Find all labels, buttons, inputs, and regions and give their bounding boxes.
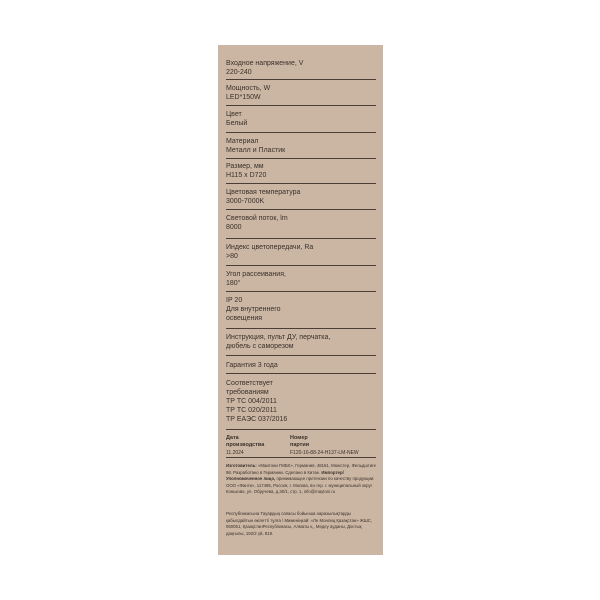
spec-value: 3000-7000K [226,198,265,205]
batch-number-label: Номер [290,435,308,441]
spec-label: Цветовая температура [226,189,301,196]
divider [226,429,376,430]
product-label [218,45,383,555]
spec-value: >80 [226,253,238,260]
spec-voltage [226,59,376,77]
spec-material [226,137,376,155]
spec-value: ТР ТС 020/2011 [226,407,277,414]
spec-ip-rating [226,296,376,323]
spec-label: IP 20 [226,297,243,304]
divider [226,355,376,356]
production-date-label: Дата [226,435,239,441]
manufacturer-text: «Маитони ГМБХ», Германия, 48161, Мюнстер, Фельдштиге 98. Разработано в Германии. Сделано в Китае. [226,463,377,475]
manufacturer-info [226,463,378,496]
divider [226,209,376,210]
divider [226,265,376,266]
spec-value: дюбель с саморезом [226,343,294,350]
spec-label: Инструкция, пульт ДУ, перчатка, [226,334,331,341]
divider [226,291,376,292]
spec-value: требованиям [226,389,269,396]
spec-label: Материал [226,138,259,145]
spec-compliance [226,379,376,424]
manufacturer-label: Изготовитель: [226,463,257,468]
production-date-label: производства [226,441,265,448]
divider [226,238,376,239]
spec-value: H115 x D720 [226,172,267,179]
spec-value: освещения [226,315,263,322]
spec-label: Световой поток, lm [226,215,288,222]
spec-value: Для внутреннего [226,306,281,313]
spec-value: 8000 [226,224,242,231]
spec-value: 180° [226,280,241,287]
spec-label: Цвет [226,111,242,118]
importer-text: принимающее претензии по качеству продукции: ООО «Фанти», 117485, Россия, г. Москва, вн.тер. г. муниципальный округ Коньково, ул. Обручева, д.30/1, стр. 1, info@maytoni.ru [226,476,375,495]
spec-beam-angle [226,270,376,288]
spec-label: Индекс цветопередачи, Ra [226,244,314,251]
divider [226,79,376,80]
batch-number-label: партии [290,441,310,448]
spec-value: 220-240 [226,69,252,76]
spec-size [226,162,376,180]
kazakhstan-text: Республикасына Тауардың сапасы бойынша наразылықтарды қабылдайтын өкілетті тұлға \ Мименіңкай: «Ле Монлиц Қазақстан» ЖШС, 050051, ҚазақстанРеспубликасы, Алматы қ., Медеу ауданы, Достық даңғылы, 192/2 үй, 819. [226,511,373,536]
spec-cri [226,243,376,261]
production-date-value: 11.2024 [226,450,244,456]
spec-color [226,110,376,128]
divider [226,328,376,329]
importer-label: Импортер/ Уполномоченное лицо, [226,469,344,482]
divider [226,105,376,106]
divider [226,457,376,458]
spec-package-contents [226,333,376,351]
spec-label: Угол рассеивания, [226,271,286,278]
production-date [226,435,284,457]
divider [226,158,376,159]
spec-label: Входное напряжение, V [226,60,304,67]
spec-label: Соответствует [226,380,273,387]
spec-label: Гарантия 3 года [226,362,278,369]
batch-number-value: F120-16-88-24-H137-LM-NEW [290,450,359,456]
spec-luminous-flux [226,214,376,232]
spec-power [226,84,376,102]
divider [226,183,376,184]
spec-color-temperature [226,188,376,206]
divider [226,373,376,374]
spec-value: ТР ТС 004/2011 [226,398,277,405]
spec-value: ТР ЕАЭС 037/2016 [226,416,288,423]
spec-label: Мощность, W [226,85,271,92]
kazakhstan-representative-info [226,511,378,537]
divider [226,132,376,133]
batch-number [290,435,376,457]
spec-value: Металл и Пластик [226,147,286,154]
spec-warranty [226,361,376,370]
spec-value: Белый [226,120,248,127]
spec-label: Размер, мм [226,163,264,170]
spec-value: LED*150W [226,94,261,101]
